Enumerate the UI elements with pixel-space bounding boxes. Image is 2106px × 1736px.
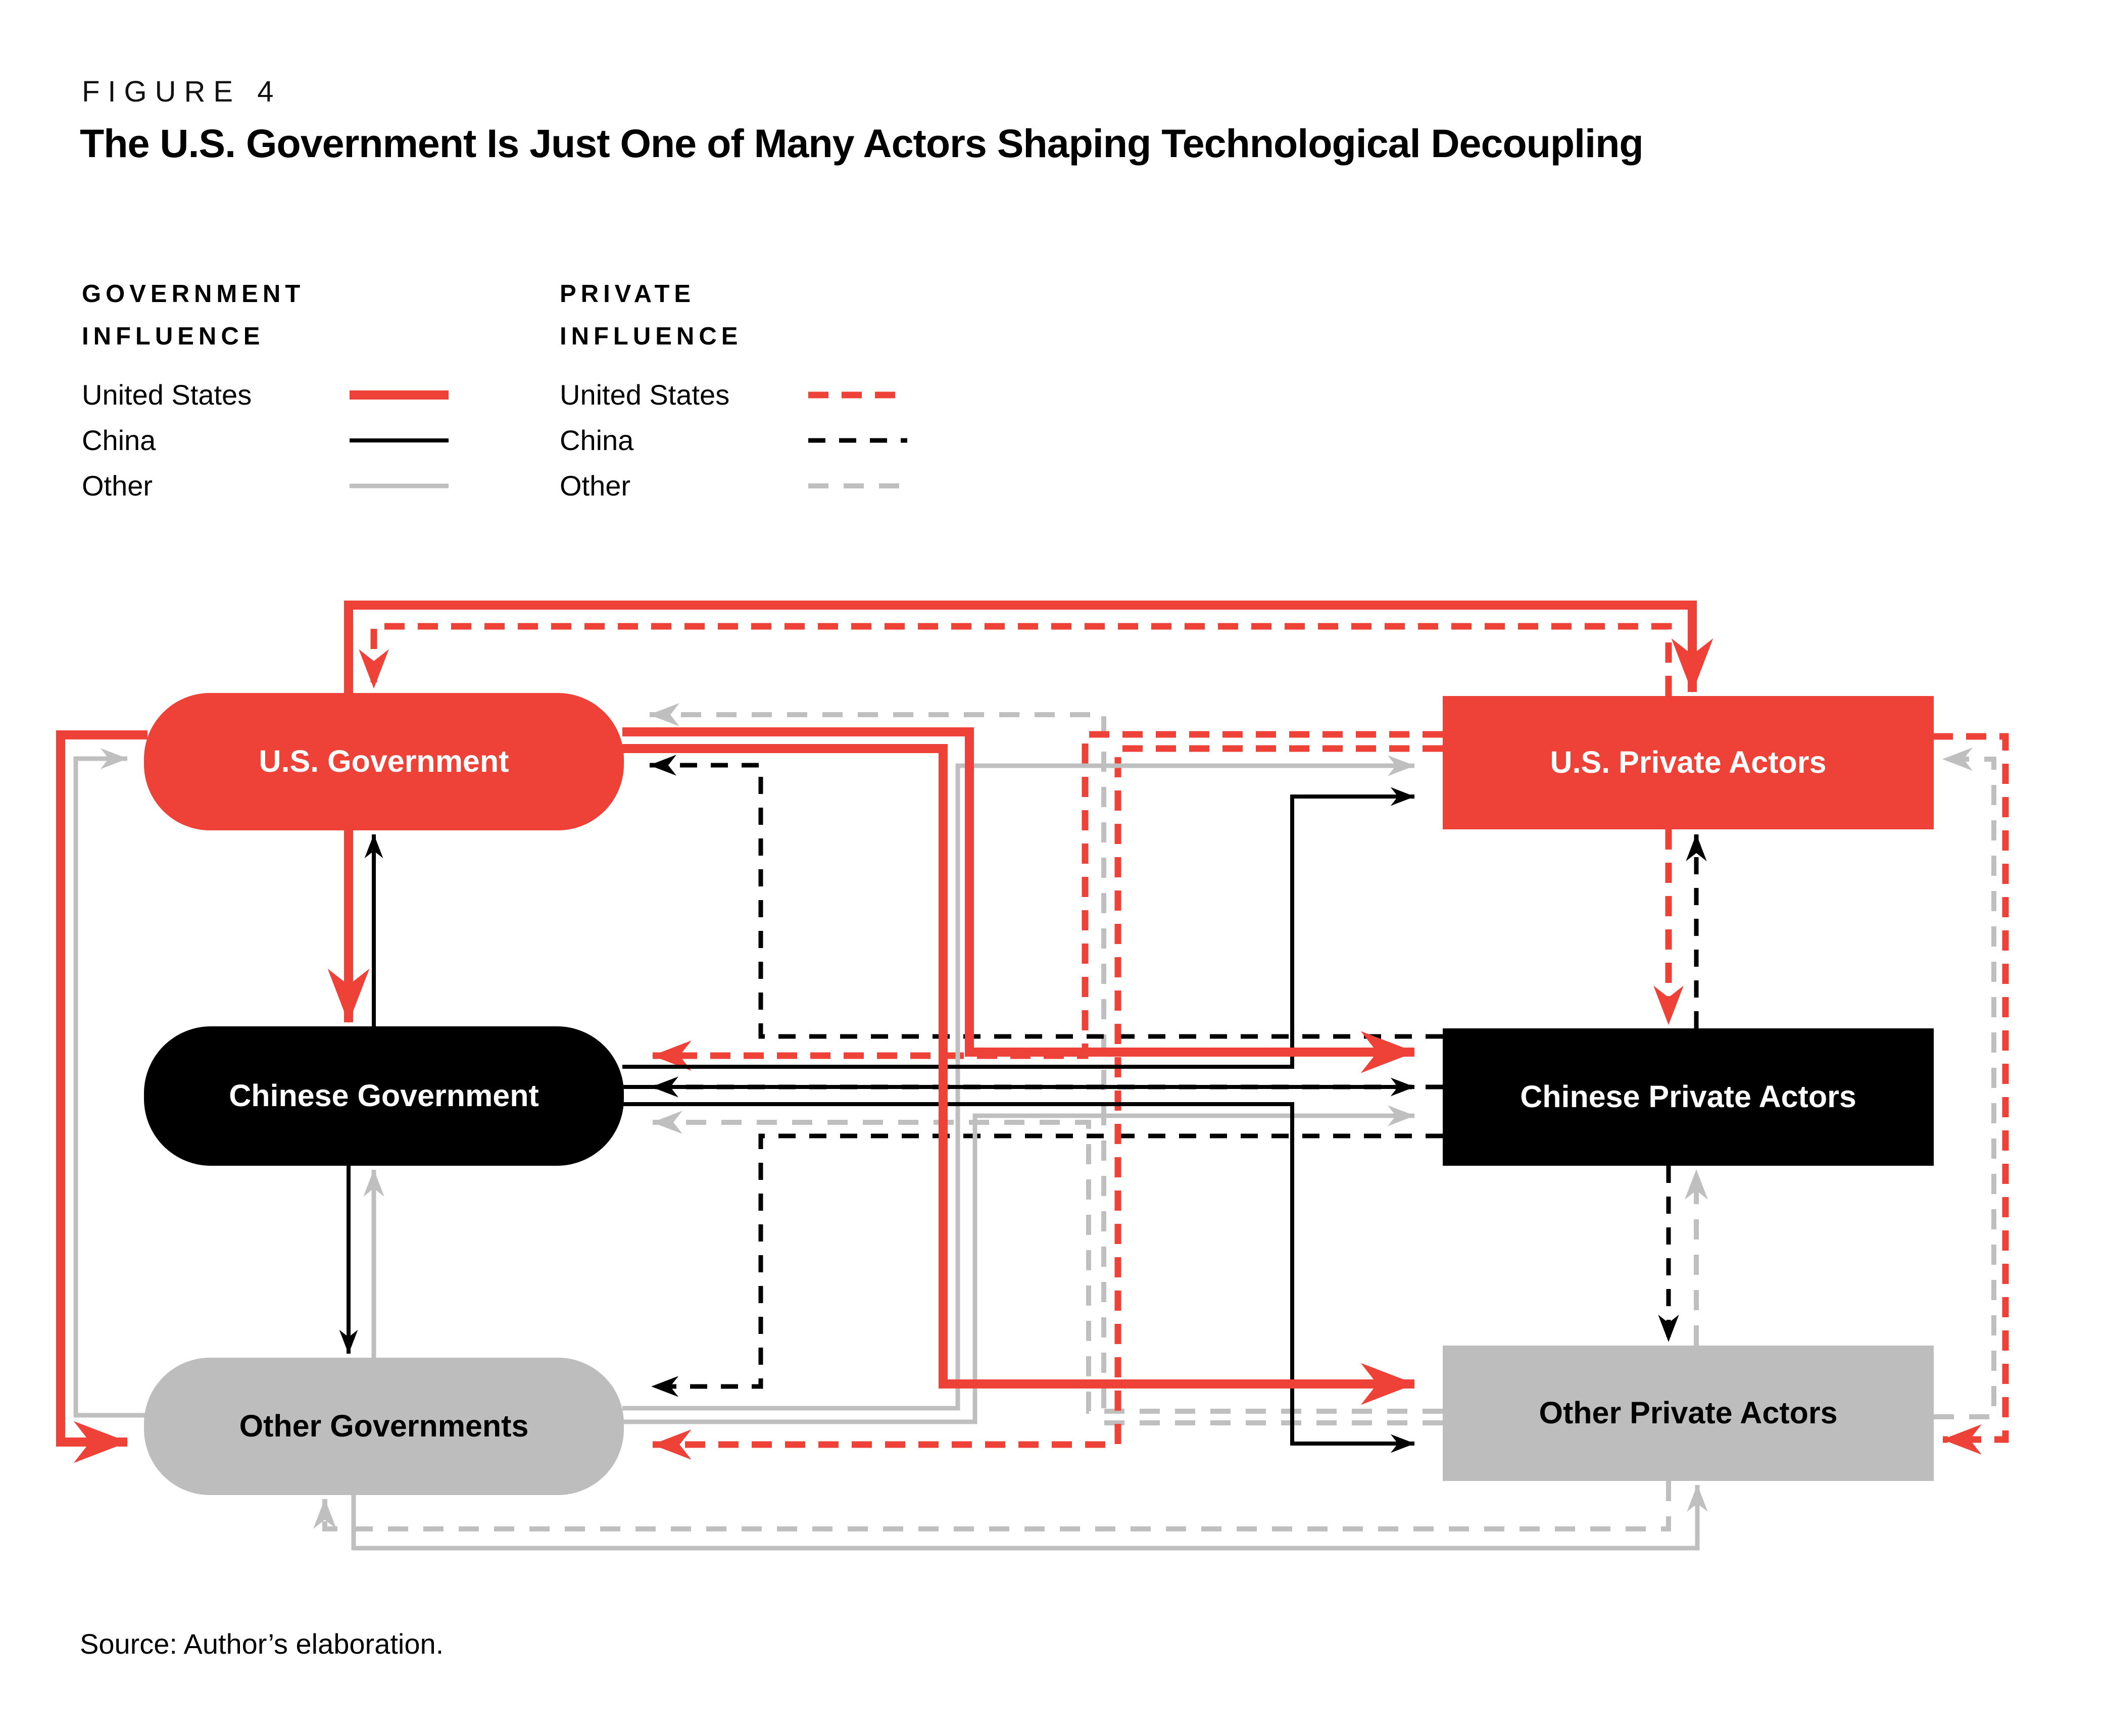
node-usp <box>1443 696 1934 829</box>
arrow-opa-to-cg <box>653 1122 1443 1411</box>
arrow-cg-to-opa <box>622 1104 1414 1444</box>
arrow-usg-to-cpa <box>622 732 1414 1052</box>
arrow-usp-to-cg <box>653 734 1443 1056</box>
arrow-cg-to-usp <box>622 797 1414 1067</box>
arrow-usp-to-og <box>653 749 1443 1445</box>
figure-number: FIGURE 4 <box>82 75 282 108</box>
legend-item-label: China <box>82 424 156 457</box>
arrow-og-to-cpa <box>622 1116 1414 1422</box>
legend-item-label: United States <box>560 379 730 411</box>
legend-item-label: Other <box>560 470 631 502</box>
node-cg <box>144 1026 624 1166</box>
node-usg <box>144 693 624 830</box>
node-label-usp: U.S. Private Actors <box>1550 745 1827 780</box>
node-label-cpa: Chinese Private Actors <box>1520 1079 1856 1114</box>
legend-item-label: United States <box>82 379 252 411</box>
arrow-opa-to-usp <box>1934 759 1994 1417</box>
legend-item-label: Other <box>82 470 153 502</box>
node-label-opa: Other Private Actors <box>1539 1396 1838 1430</box>
arrow-usg-to-usp <box>349 605 1692 693</box>
node-label-og: Other Governments <box>239 1409 529 1444</box>
legend-private-header: PRIVATE INFLUENCE <box>560 280 743 351</box>
legend-item-label: China <box>560 424 634 457</box>
node-opa <box>1443 1346 1934 1481</box>
arrow-cpa-to-og <box>652 1136 1443 1386</box>
node-label-cg: Chinese Government <box>229 1078 539 1113</box>
node-label-usg: U.S. Government <box>259 744 509 779</box>
arrow-og-to-usg <box>76 759 152 1415</box>
arrow-cpa-to-usg <box>650 765 1443 1036</box>
legend-government-header: GOVERNMENT INFLUENCE <box>82 280 305 351</box>
actor-nodes <box>144 693 1934 1495</box>
arrow-usp-to-usg <box>374 626 1669 696</box>
node-cpa <box>1443 1028 1934 1166</box>
figure-title: The U.S. Government Is Just One of Many Actors Shaping Technological Decoupling <box>80 121 1643 166</box>
source-note: Source: Author’s elaboration. <box>80 1628 444 1660</box>
node-og <box>144 1358 624 1495</box>
